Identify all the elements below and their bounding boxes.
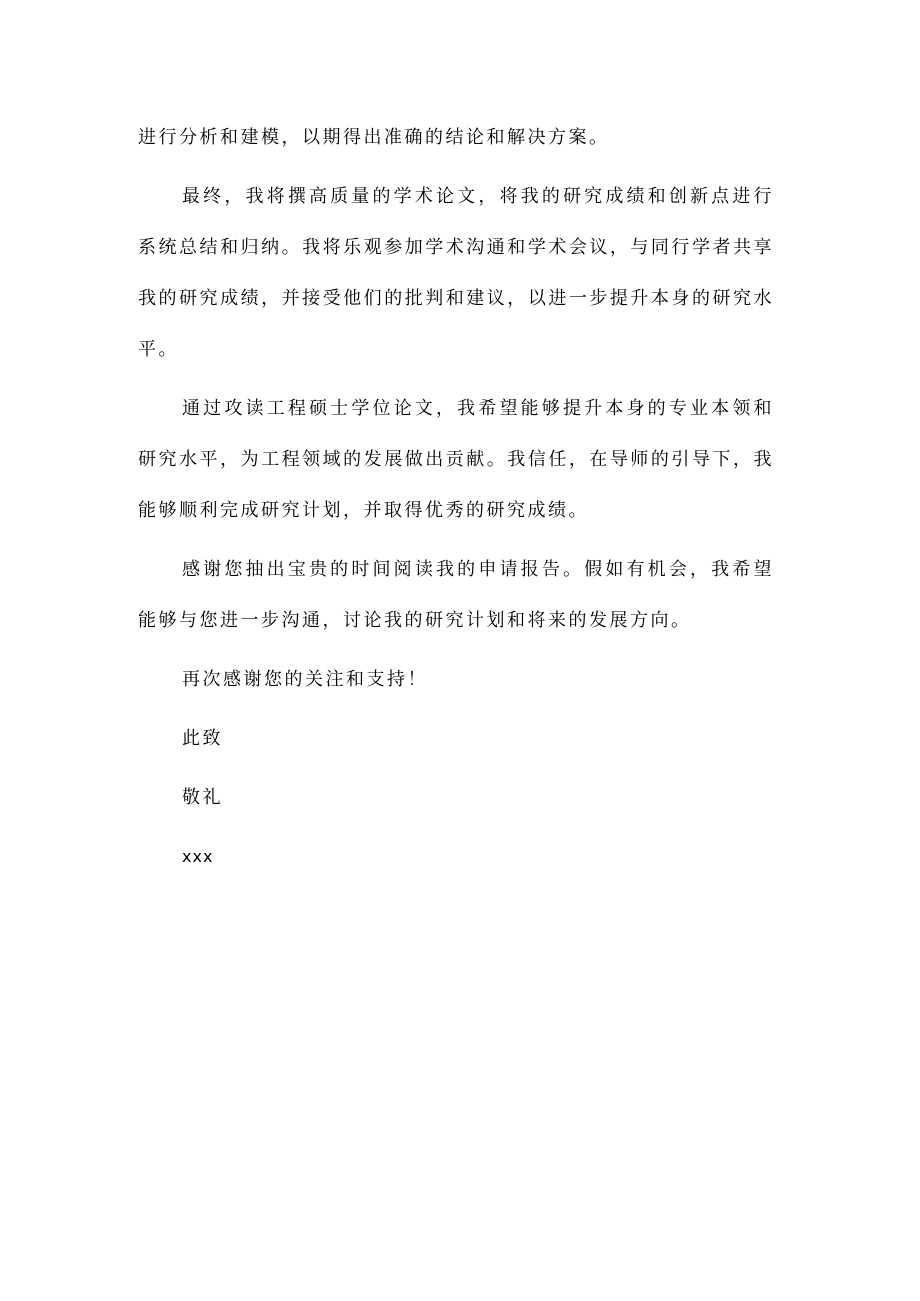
paragraph-goals: 通过攻读工程硕士学位论文，我希望能够提升本身的专业本领和研究水平，为工程领域的发展做出贡献。我信任，在导师的引导下，我能够顺利完成研究计划，并取得优秀的研究成绩。 — [138, 398, 774, 521]
closing-thanks: 再次感谢您的关注和支持！ — [182, 669, 428, 690]
signature: xxx — [182, 847, 214, 866]
letter-body — [138, 112, 774, 882]
paragraph-continuation: 进行分析和建模，以期得出准确的结论和解决方案。 — [138, 127, 610, 148]
paragraph-final-work: 最终，我将撰高质量的学术论文，将我的研究成绩和创新点进行系统总结和归纳。我将乐观参加学术沟通和学术会议，与同行学者共享我的研究成绩，并接受他们的批判和建议，以进一步提升本身的研究水平。 — [138, 186, 774, 360]
paragraph-thanks: 感谢您抽出宝贵的时间阅读我的申请报告。假如有机会，我希望能够与您进一步沟通，讨论我的研究计划和将来的发展方向。 — [138, 559, 774, 631]
salutation-cizhi: 此致 — [182, 728, 223, 749]
salutation-jingli: 敬礼 — [182, 787, 223, 808]
